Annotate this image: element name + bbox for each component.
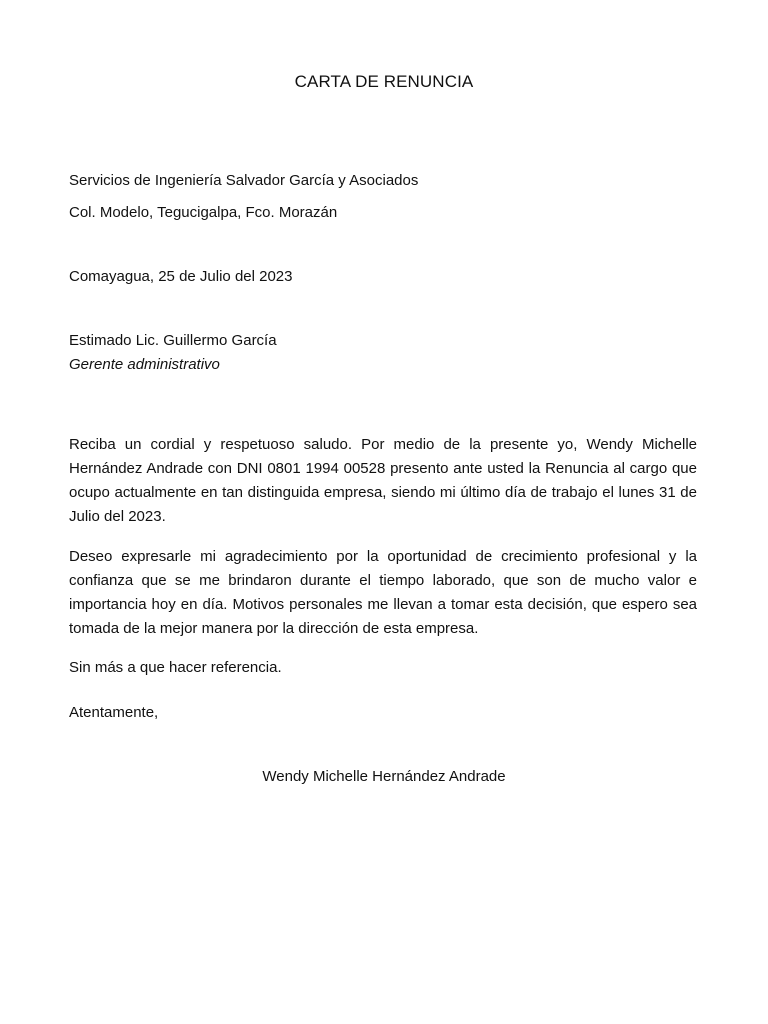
company-address: Col. Modelo, Tegucigalpa, Fco. Morazán [69, 204, 338, 221]
place-date: Comayagua, 25 de Julio del 2023 [69, 268, 293, 285]
body-paragraph-1: Reciba un cordial y respetuoso saludo. Por medio de la presente yo, Wendy Michelle Hernández Andrade con DNI 0801 1994 00528 presento ante usted la Renuncia al cargo que ocupo actualmente en tan distinguida empresa, siendo mi último día de trabajo el lunes 31 de Julio del 2023. [69, 436, 697, 525]
farewell: Atentamente, [69, 704, 159, 721]
body-paragraph-2: Deseo expresarle mi agradecimiento por la oportunidad de crecimiento profesional y la confianza que se me brindaron durante el tiempo laborado, que son de mucho valor e importancia hoy en día. Motivos personales me llevan a tomar esta decisión, que espero sea tomada de la mejor manera por la dirección de esta empresa. [69, 548, 697, 637]
recipient-title: Gerente administrativo [69, 356, 220, 373]
document-title: CARTA DE RENUNCIA [294, 72, 474, 91]
company-name: Servicios de Ingeniería Salvador García y Asociados [69, 172, 419, 189]
signature-name: Wendy Michelle Hernández Andrade [262, 768, 506, 785]
recipient-name: Estimado Lic. Guillermo García [69, 332, 277, 349]
closing-line: Sin más a que hacer referencia. [69, 659, 282, 676]
